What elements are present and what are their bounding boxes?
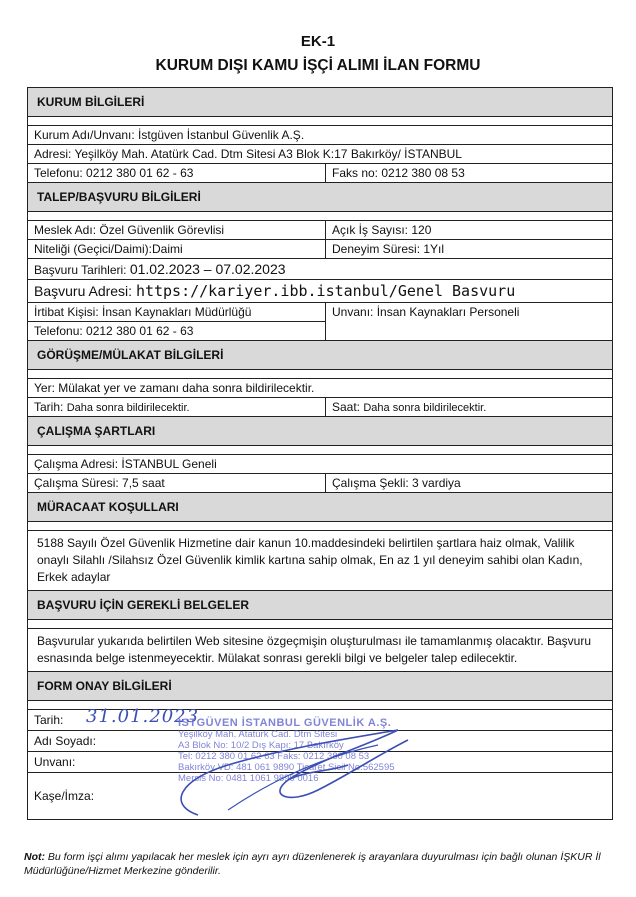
- approval-name-label: Adı Soyadı:: [34, 734, 97, 748]
- spacer: [28, 117, 612, 126]
- form-title: KURUM DIŞI KAMU İŞÇİ ALIMI İLAN FORMU: [155, 57, 481, 74]
- application-address-row: [28, 280, 612, 303]
- interview-datetime-row: [28, 398, 612, 417]
- contact-title: Unvanı: İnsan Kaynakları Personeli: [325, 303, 612, 340]
- interview-place: Yer: Mülakat yer ve zamanı daha sonra bildirilecektir.: [34, 381, 315, 395]
- approval-date-handwritten: 31.01.2023: [86, 706, 200, 727]
- experience-duration: Deneyim Süresi: 1Yıl: [325, 240, 612, 258]
- company-stamp: [178, 718, 418, 784]
- spacer: [28, 620, 612, 629]
- interview-date-value: Daha sonra bildirilecektir.: [66, 402, 190, 414]
- stamp-line: Yeşilköy Mah. Atatürk Cad. Dtm Sitesi: [178, 729, 338, 740]
- profession-row: [28, 221, 612, 240]
- spacer: [28, 522, 612, 531]
- interview-time: [325, 398, 612, 416]
- spacer: [28, 370, 612, 379]
- stamp-line: Bakırköy VD: 481 061 9890 Ticaret Sicil No:562595: [178, 762, 395, 773]
- note-label: Not:: [24, 851, 45, 863]
- section-approval-header: FORM ONAY BİLGİLERİ: [28, 672, 612, 701]
- institution-phone-row: [28, 164, 612, 183]
- work-duration: Çalışma Süresi: 7,5 saat: [34, 476, 165, 490]
- institution-fax: Faks no: 0212 380 08 53: [325, 164, 612, 182]
- documents-text: Başvurular yukarıda belirtilen Web sitesine özgeçmişin oluşturulması ile tamamlanmış olacaktır. Başvuru esnasında belge istenmeyecektir. Mülakat sonrası gerekli bilgi ve belgeler talep edilecektir.: [28, 629, 612, 672]
- section-requirements-header: MÜRACAAT KOŞULLARI: [28, 493, 612, 522]
- requirements-text: 5188 Sayılı Özel Güvenlik Hizmetine dair kanun 10.maddesindeki belirtilen şartlara haiz olmak, Valilik onaylı Silahlı /Silahsız Özel Güvenlik kimlik kartına sahip olmak, En az 1 yıl deneyim sahibi olan Kadın, Erkek adaylar: [28, 531, 612, 591]
- approval-date-label: Tarih:: [34, 713, 64, 727]
- contact-person: İrtibat Kişisi: İnsan Kaynakları Müdürlüğü: [34, 305, 252, 319]
- work-duration-row: [28, 474, 612, 493]
- section-application-header: TALEP/BAŞVURU BİLGİLERİ: [28, 183, 612, 212]
- contact-block: [28, 303, 325, 340]
- application-dates: [28, 259, 612, 279]
- open-job-count: Açık İş Sayısı: 120: [325, 221, 612, 239]
- stamp-line: Tel: 0212 380 01 62 63 Faks: 0212 380 08 53: [178, 751, 370, 762]
- interview-date: [28, 398, 325, 416]
- institution-phone: Telefonu: 0212 380 01 62 - 63: [34, 166, 194, 180]
- stamp-line: A3 Blok No: 10/2 Dış Kapı: 17 Bakırköy: [178, 740, 344, 751]
- section-conditions-header: ÇALIŞMA ŞARTLARI: [28, 417, 612, 446]
- institution-name-row: [28, 126, 612, 145]
- form-code: EK-1: [300, 33, 336, 50]
- approval-title-label: Unvanı:: [34, 755, 76, 769]
- interview-place-row: [28, 379, 612, 398]
- nature-row: [28, 240, 612, 259]
- announcement-form: [27, 87, 613, 820]
- application-url[interactable]: https://kariyer.ibb.istanbul/Genel Basvuru: [135, 282, 516, 300]
- application-address-label: Başvuru Adresi:: [34, 283, 136, 299]
- work-address-row: [28, 455, 612, 474]
- profession-name: Meslek Adı: Özel Güvenlik Görevlisi: [34, 223, 225, 237]
- application-dates-row: [28, 259, 612, 280]
- interview-time-value: Daha sonra bildirilecektir.: [363, 402, 487, 414]
- institution-address-row: [28, 145, 612, 164]
- application-address: [28, 280, 612, 302]
- stamp-line: Mersis No: 0481 1061 9890 0016: [178, 773, 319, 784]
- section-documents-header: BAŞVURU İÇİN GEREKLİ BELGELER: [28, 591, 612, 620]
- contact-phone: Telefonu: 0212 380 01 62 - 63: [28, 321, 325, 338]
- interview-date-label: Tarih:: [34, 400, 67, 414]
- stamp-company-name: İSTGÜVEN İSTANBUL GÜVENLİK A.Ş.: [178, 717, 392, 729]
- application-dates-label: Başvuru Tarihleri:: [34, 263, 130, 277]
- work-shift: Çalışma Şekli: 3 vardiya: [325, 474, 612, 492]
- institution-name: Kurum Adı/Unvanı: İstgüven İstanbul Güvenlik A.Ş.: [34, 128, 305, 142]
- section-institution-header: KURUM BİLGİLERİ: [28, 88, 612, 117]
- application-dates-value: 01.02.2023 – 07.02.2023: [129, 261, 286, 277]
- section-interview-header: GÖRÜŞME/MÜLAKAT BİLGİLERİ: [28, 341, 612, 370]
- institution-address: Adresi: Yeşilköy Mah. Atatürk Cad. Dtm Sitesi A3 Blok K:17 Bakırköy/ İSTANBUL: [34, 147, 462, 161]
- contact-row: [28, 303, 612, 341]
- work-address: Çalışma Adresi: İSTANBUL Geneli: [34, 457, 217, 471]
- note-text: Bu form işçi alımı yapılacak her meslek için ayrı ayrı düzenlenerek iş arayanlara duyurulması için bağlı olunan İŞKUR İl Müdürlüğüne/Hizmet Merkezine gönderilir.: [24, 851, 601, 877]
- spacer: [28, 446, 612, 455]
- job-nature: Niteliği (Geçici/Daimi):Daimi: [34, 242, 183, 256]
- approval-area: [28, 706, 612, 819]
- approval-stamp-label: Kaşe/İmza:: [34, 789, 95, 803]
- interview-time-label: Saat:: [332, 400, 364, 414]
- footnote: [24, 850, 618, 878]
- spacer: [28, 212, 612, 221]
